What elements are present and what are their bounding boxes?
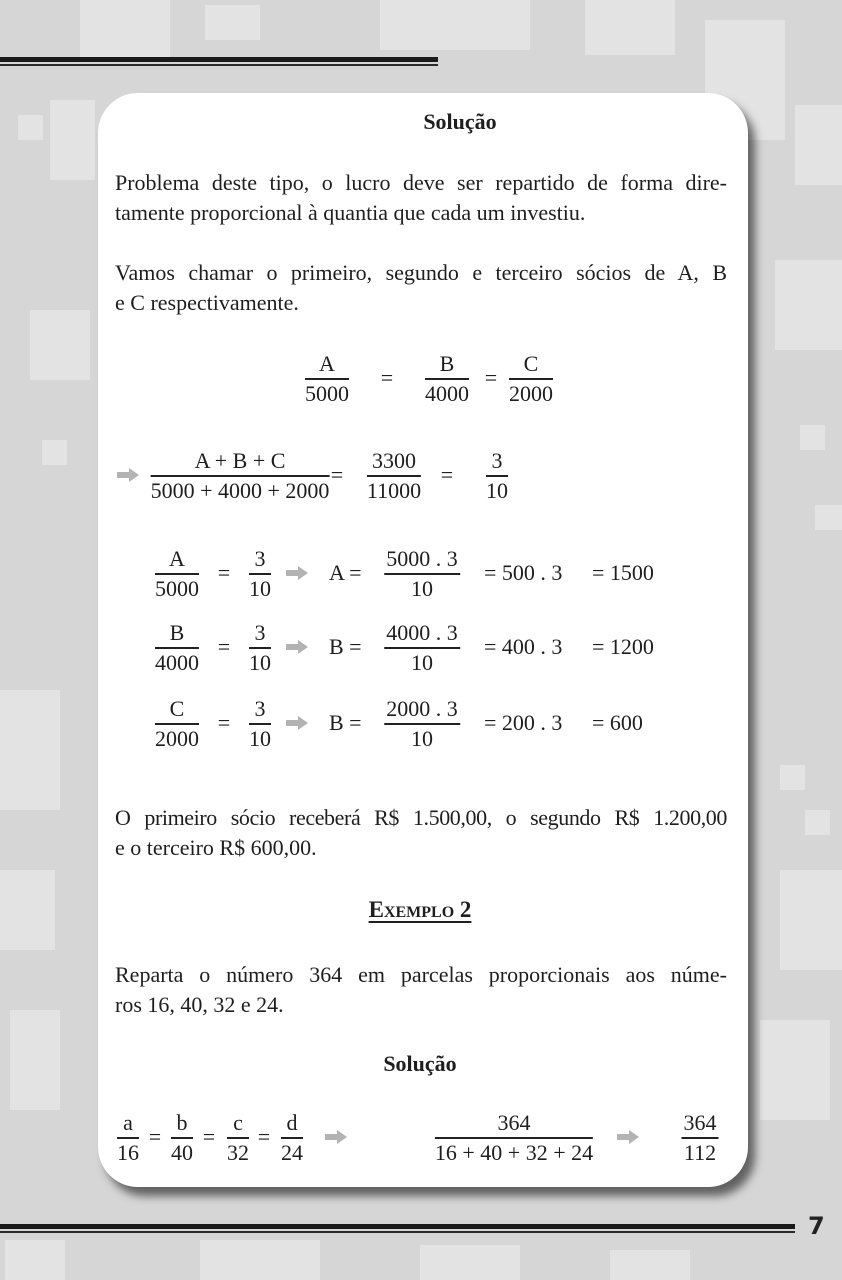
paragraph-conclusion <box>115 803 727 863</box>
numerator: c <box>227 1109 249 1139</box>
solution-title: Solução <box>383 1051 457 1076</box>
text-line: tamente proporcional à quantia que cada um investiu. <box>115 200 586 225</box>
bg-square <box>805 810 830 835</box>
bottom-rule <box>0 1224 795 1229</box>
text-line: Problema deste tipo, o lucro deve ser repartido de forma dire- <box>115 170 727 195</box>
numerator: b <box>171 1109 193 1139</box>
denominator: 16 <box>117 1140 139 1165</box>
fraction <box>305 350 349 408</box>
step-value: = 400 . 3 <box>484 634 563 659</box>
equals-sign: = <box>217 634 231 659</box>
fraction <box>435 1109 593 1167</box>
bg-square <box>380 0 530 50</box>
numerator: 364 <box>682 1109 719 1139</box>
fraction <box>249 695 271 753</box>
fraction <box>367 447 421 505</box>
bg-square <box>0 870 55 950</box>
fraction <box>155 695 199 753</box>
bg-square <box>18 115 43 140</box>
denominator: 4000 <box>425 381 469 406</box>
fraction <box>155 619 199 677</box>
denominator: 5000 <box>155 576 199 601</box>
bg-square <box>205 5 260 40</box>
bg-square <box>780 870 842 970</box>
step-value: = 500 . 3 <box>484 560 563 585</box>
arrow-right-icon <box>117 468 139 482</box>
example-heading: Exemplo 2 <box>368 897 472 922</box>
bg-square <box>585 0 675 55</box>
top-rule-thin <box>0 64 438 66</box>
fraction <box>227 1109 249 1167</box>
bg-square <box>30 755 55 780</box>
denominator: 11000 <box>366 478 422 503</box>
numerator: 2000 . 3 <box>384 695 460 725</box>
bg-square <box>10 1010 60 1110</box>
bg-square <box>815 505 842 530</box>
fraction <box>117 1109 139 1167</box>
fraction <box>249 619 271 677</box>
fraction <box>682 1109 719 1167</box>
equals-sign: = <box>440 462 454 487</box>
result-value: = 1500 <box>592 560 654 585</box>
fraction <box>384 695 460 753</box>
equals-sign: = <box>330 462 344 487</box>
numerator: B <box>155 619 199 649</box>
arrow-right-icon <box>286 640 308 654</box>
denominator: 4000 <box>155 650 199 675</box>
bg-square <box>760 1020 830 1120</box>
paragraph-naming <box>115 258 727 318</box>
bg-square <box>80 0 170 60</box>
bg-square <box>30 310 90 380</box>
numerator: A + B + C <box>151 447 330 477</box>
result-value: = 1200 <box>592 634 654 659</box>
bg-square <box>610 1250 690 1280</box>
numerator: C <box>509 350 553 380</box>
denominator: 2000 <box>155 726 199 751</box>
text-line: e C respectivamente. <box>115 290 299 315</box>
solution-title: Solução <box>423 109 497 134</box>
numerator: 3 <box>249 545 271 575</box>
step-value: = 200 . 3 <box>484 710 563 735</box>
denominator: 5000 + 4000 + 2000 <box>150 478 330 503</box>
equals-sign: = <box>484 365 498 390</box>
lhs-label: A = <box>329 560 362 585</box>
numerator: d <box>281 1109 303 1139</box>
bg-square <box>420 1245 520 1280</box>
denominator: 10 <box>411 576 433 601</box>
fraction <box>384 619 460 677</box>
equals-sign: = <box>380 365 394 390</box>
denominator: 10 <box>411 726 433 751</box>
bottom-rule-thin <box>0 1231 795 1233</box>
bg-square <box>200 1240 320 1280</box>
top-rule <box>0 57 438 62</box>
fraction <box>171 1109 193 1167</box>
fraction <box>155 545 199 603</box>
numerator: A <box>155 545 199 575</box>
text-line: O primeiro sócio receberá R$ 1.500,00, o segundo R$ 1.200,00 <box>115 805 727 830</box>
page-number: 7 <box>808 1212 825 1240</box>
denominator: 16 + 40 + 32 + 24 <box>434 1140 594 1165</box>
arrow-right-icon <box>325 1130 347 1144</box>
paragraph-intro <box>115 168 727 228</box>
bg-square <box>780 765 805 790</box>
denominator: 10 <box>486 478 508 503</box>
fraction <box>509 350 553 408</box>
numerator: 5000 . 3 <box>384 545 460 575</box>
numerator: A <box>305 350 349 380</box>
equals-sign: = <box>217 560 231 585</box>
fraction <box>425 350 469 408</box>
result-value: = 600 <box>592 710 643 735</box>
denominator: 2000 <box>509 381 553 406</box>
denominator: 5000 <box>305 381 349 406</box>
denominator: 24 <box>281 1140 303 1165</box>
equals-sign: = <box>202 1124 216 1149</box>
numerator: C <box>155 695 199 725</box>
denominator: 10 <box>411 650 433 675</box>
bg-square <box>800 425 825 450</box>
text-line: ros 16, 40, 32 e 24. <box>115 992 284 1017</box>
equals-sign: = <box>148 1124 162 1149</box>
bg-square <box>795 105 842 185</box>
fraction <box>486 447 508 505</box>
numerator: 3 <box>249 695 271 725</box>
fraction <box>281 1109 303 1167</box>
equals-sign: = <box>217 710 231 735</box>
numerator: 3300 <box>367 447 421 477</box>
numerator: 3 <box>486 447 508 477</box>
fraction <box>249 545 271 603</box>
denominator: 112 <box>683 1140 717 1165</box>
numerator: a <box>117 1109 139 1139</box>
arrow-right-icon <box>286 566 308 580</box>
equals-sign: = <box>257 1124 271 1149</box>
bg-square <box>775 260 842 350</box>
denominator: 10 <box>249 726 271 751</box>
bg-square <box>5 1240 65 1280</box>
numerator: 3 <box>249 619 271 649</box>
numerator: 364 <box>435 1109 593 1139</box>
numerator: B <box>425 350 469 380</box>
bg-square <box>50 100 95 180</box>
fraction <box>384 545 460 603</box>
text-line: Vamos chamar o primeiro, segundo e terceiro sócios de A, B <box>115 260 727 285</box>
denominator: 40 <box>171 1140 193 1165</box>
arrow-right-icon <box>617 1130 639 1144</box>
text-line: e o terceiro R$ 600,00. <box>115 835 317 860</box>
lhs-label: B = <box>329 710 362 735</box>
text-line: Reparta o número 364 em parcelas proporcionais aos núme- <box>115 962 727 987</box>
denominator: 32 <box>227 1140 249 1165</box>
fraction <box>151 447 330 505</box>
numerator: 4000 . 3 <box>384 619 460 649</box>
lhs-label: B = <box>329 634 362 659</box>
paragraph-example <box>115 960 727 1020</box>
bg-square <box>42 440 67 465</box>
denominator: 10 <box>249 576 271 601</box>
denominator: 10 <box>249 650 271 675</box>
bg-square <box>0 690 60 810</box>
arrow-right-icon <box>286 716 308 730</box>
